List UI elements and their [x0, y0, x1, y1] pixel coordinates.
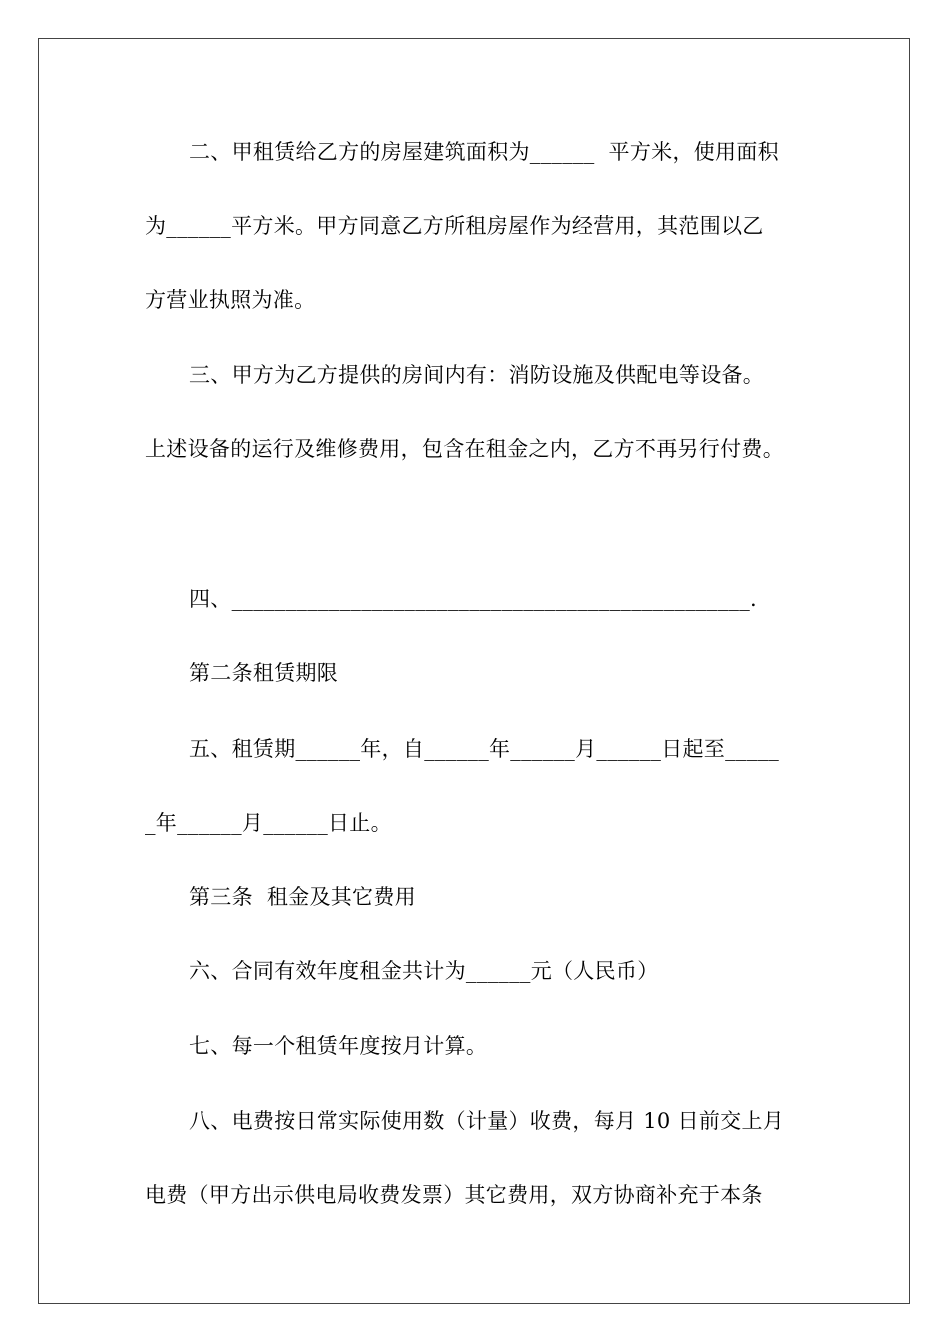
clause-4-line: 四、________________________________________________.	[189, 587, 757, 611]
clause-2-line-2: 为______平方米。甲方同意乙方所租房屋作为经营用，其范围以乙	[145, 214, 764, 238]
clause-3-line-2: 上述设备的运行及维修费用，包含在租金之内，乙方不再另行付费。	[145, 437, 784, 461]
section-heading-lease-term: 第二条租赁期限	[189, 661, 339, 685]
clause-2-line-3: 方营业执照为准。	[145, 288, 316, 312]
clause-2-line-1: 二、甲租赁给乙方的房屋建筑面积为______ 平方米，使用面积	[189, 140, 779, 164]
clause-5-line-2: _年______月______日止。	[145, 811, 392, 835]
clause-5-line-1: 五、租赁期______年，自______年______月______日起至_____	[189, 737, 780, 761]
section-heading-rent: 第三条 租金及其它费用	[189, 885, 416, 909]
clause-3-line-1: 三、甲方为乙方提供的房间内有：消防设施及供配电等设备。	[189, 363, 765, 387]
clause-8-line-1: 八、电费按日常实际使用数（计量）收费，每月 10 日前交上月	[189, 1109, 785, 1133]
clause-8-line-2: 电费（甲方出示供电局收费发票）其它费用，双方协商补充于本条	[145, 1183, 763, 1207]
clause-6-line: 六、合同有效年度租金共计为______元（人民币）	[189, 959, 659, 983]
clause-7-line: 七、每一个租赁年度按月计算。	[189, 1034, 488, 1058]
